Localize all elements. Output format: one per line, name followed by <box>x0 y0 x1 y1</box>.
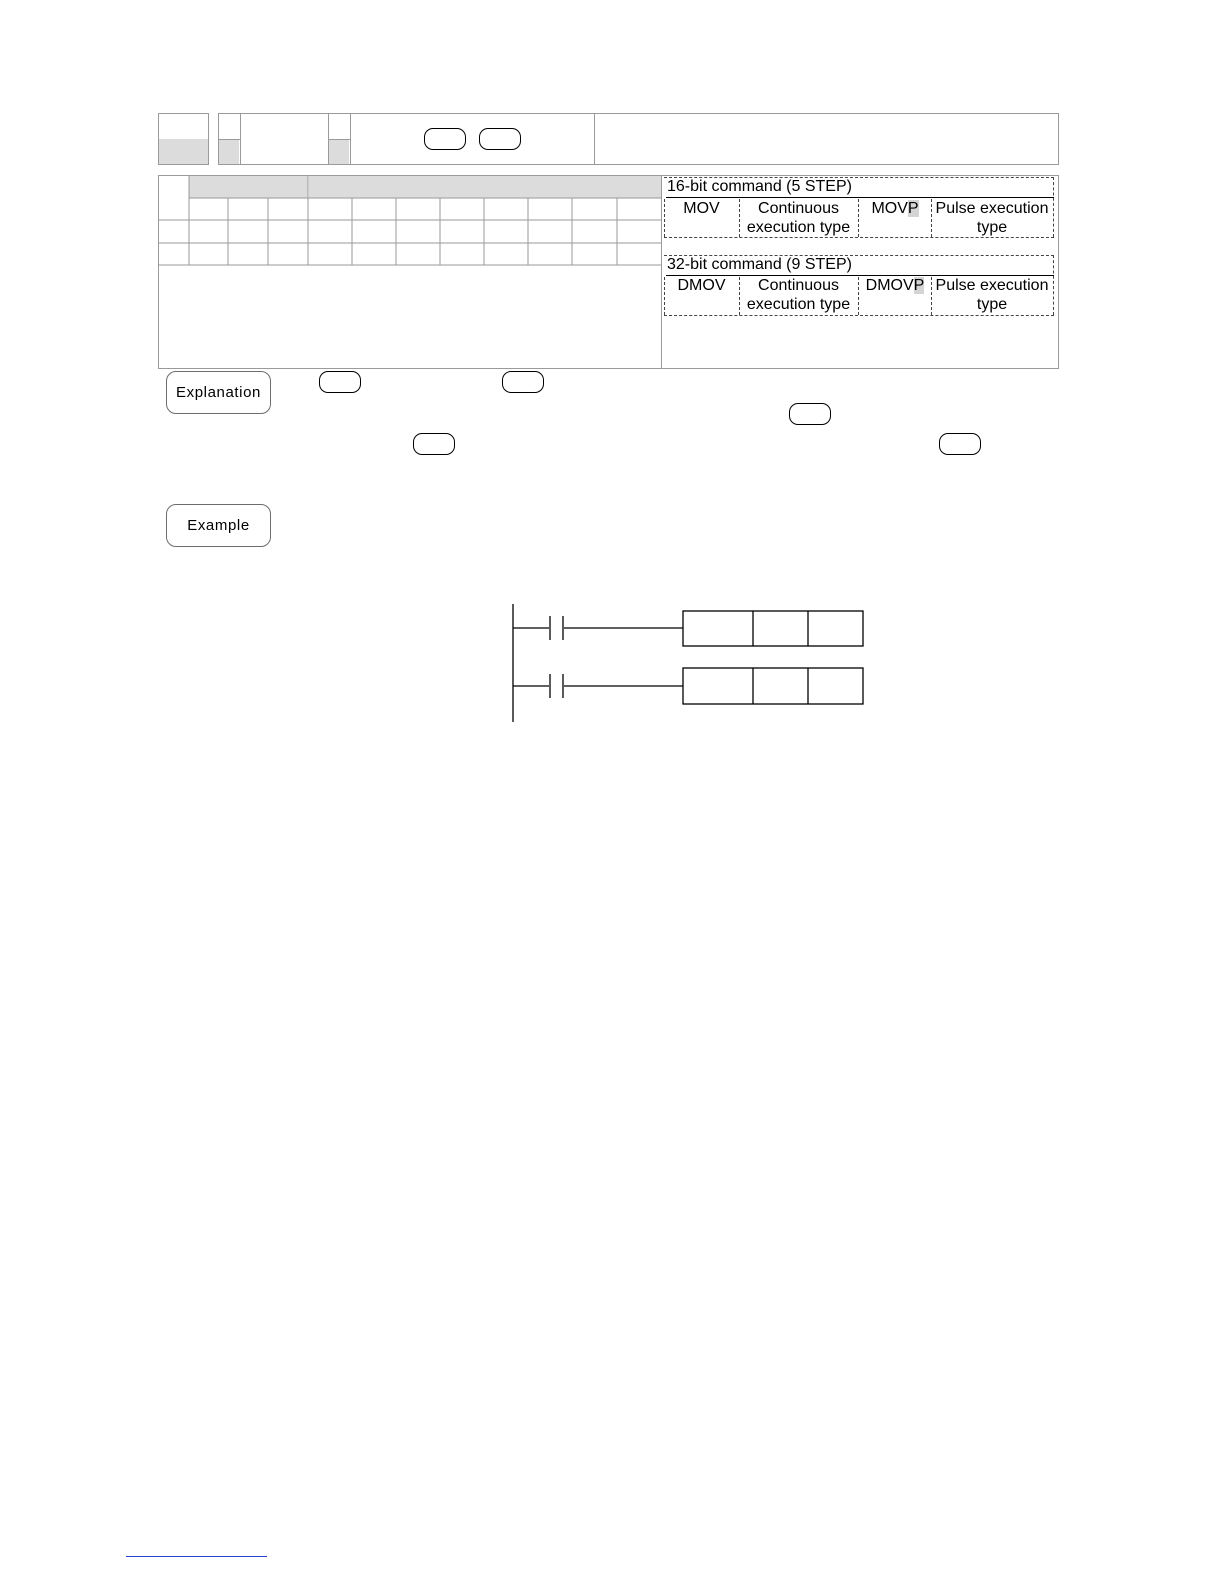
cmd32-title: 32-bit command (9 STEP) <box>667 256 852 273</box>
example-badge: Example <box>166 504 271 547</box>
mnemonic-shaded-2 <box>329 140 349 164</box>
cmd16-title-underline <box>666 197 1054 198</box>
mnemonic-shaded-1 <box>219 140 239 164</box>
cmd32-right-border <box>1053 255 1054 315</box>
cmd16-pulse-label: Pulse execution type <box>935 200 1049 236</box>
cmd16-divider-b <box>739 199 740 237</box>
cmd32-continuous-label: Continuous execution type <box>746 277 851 313</box>
footer-link-underline[interactable] <box>126 1556 267 1557</box>
api-number-shaded <box>159 139 208 164</box>
operand-d-pill <box>479 128 521 150</box>
cmd16-divider-c <box>858 199 859 237</box>
rung1-instruction-box <box>683 611 863 646</box>
explanation-operand-pill-1 <box>319 371 361 393</box>
explanation-operand-pill-4 <box>413 433 455 455</box>
ladder-diagram <box>500 598 880 728</box>
operand-s-pill <box>424 128 466 150</box>
cmd16-continuous-mnemonic: MOV <box>683 200 720 217</box>
mnemonic-box <box>218 113 595 165</box>
cmd32-pulse-label: Pulse execution type <box>935 277 1049 313</box>
explanation-badge: Explanation <box>166 371 271 414</box>
cmd16-title: 16-bit command (5 STEP) <box>667 178 852 195</box>
explanation-operand-pill-3 <box>789 403 831 425</box>
mnemonic-divider-1 <box>240 113 241 165</box>
cmd32-divider-d <box>931 277 932 315</box>
function-box <box>594 113 1059 165</box>
rung2-instruction-box <box>683 668 863 704</box>
cmd32-divider-c <box>858 277 859 315</box>
cmd16-pulse-mnemonic-base: MOV <box>871 200 908 217</box>
cmd16-right-border <box>1053 177 1054 237</box>
cmd32-continuous-mnemonic: DMOV <box>677 277 726 294</box>
cmd16-pulse-mnemonic <box>860 199 930 218</box>
cmd16-pulse-suffix: P <box>907 200 919 217</box>
cmd16-continuous-label: Continuous execution type <box>746 200 851 236</box>
cmd32-bottom-border <box>664 315 1054 316</box>
cmd32-pulse-mnemonic <box>860 276 930 295</box>
operand-table-grid <box>158 175 663 370</box>
cmd32-pulse-suffix: P <box>913 277 925 294</box>
cmd16-divider-d <box>931 199 932 237</box>
cmd32-pulse-mnemonic-base: DMOV <box>865 277 914 294</box>
cmd16-bottom-border <box>664 237 1054 238</box>
cmd32-divider-b <box>739 277 740 315</box>
explanation-operand-pill-5 <box>939 433 981 455</box>
explanation-operand-pill-2 <box>502 371 544 393</box>
mnemonic-divider-3 <box>350 113 351 165</box>
